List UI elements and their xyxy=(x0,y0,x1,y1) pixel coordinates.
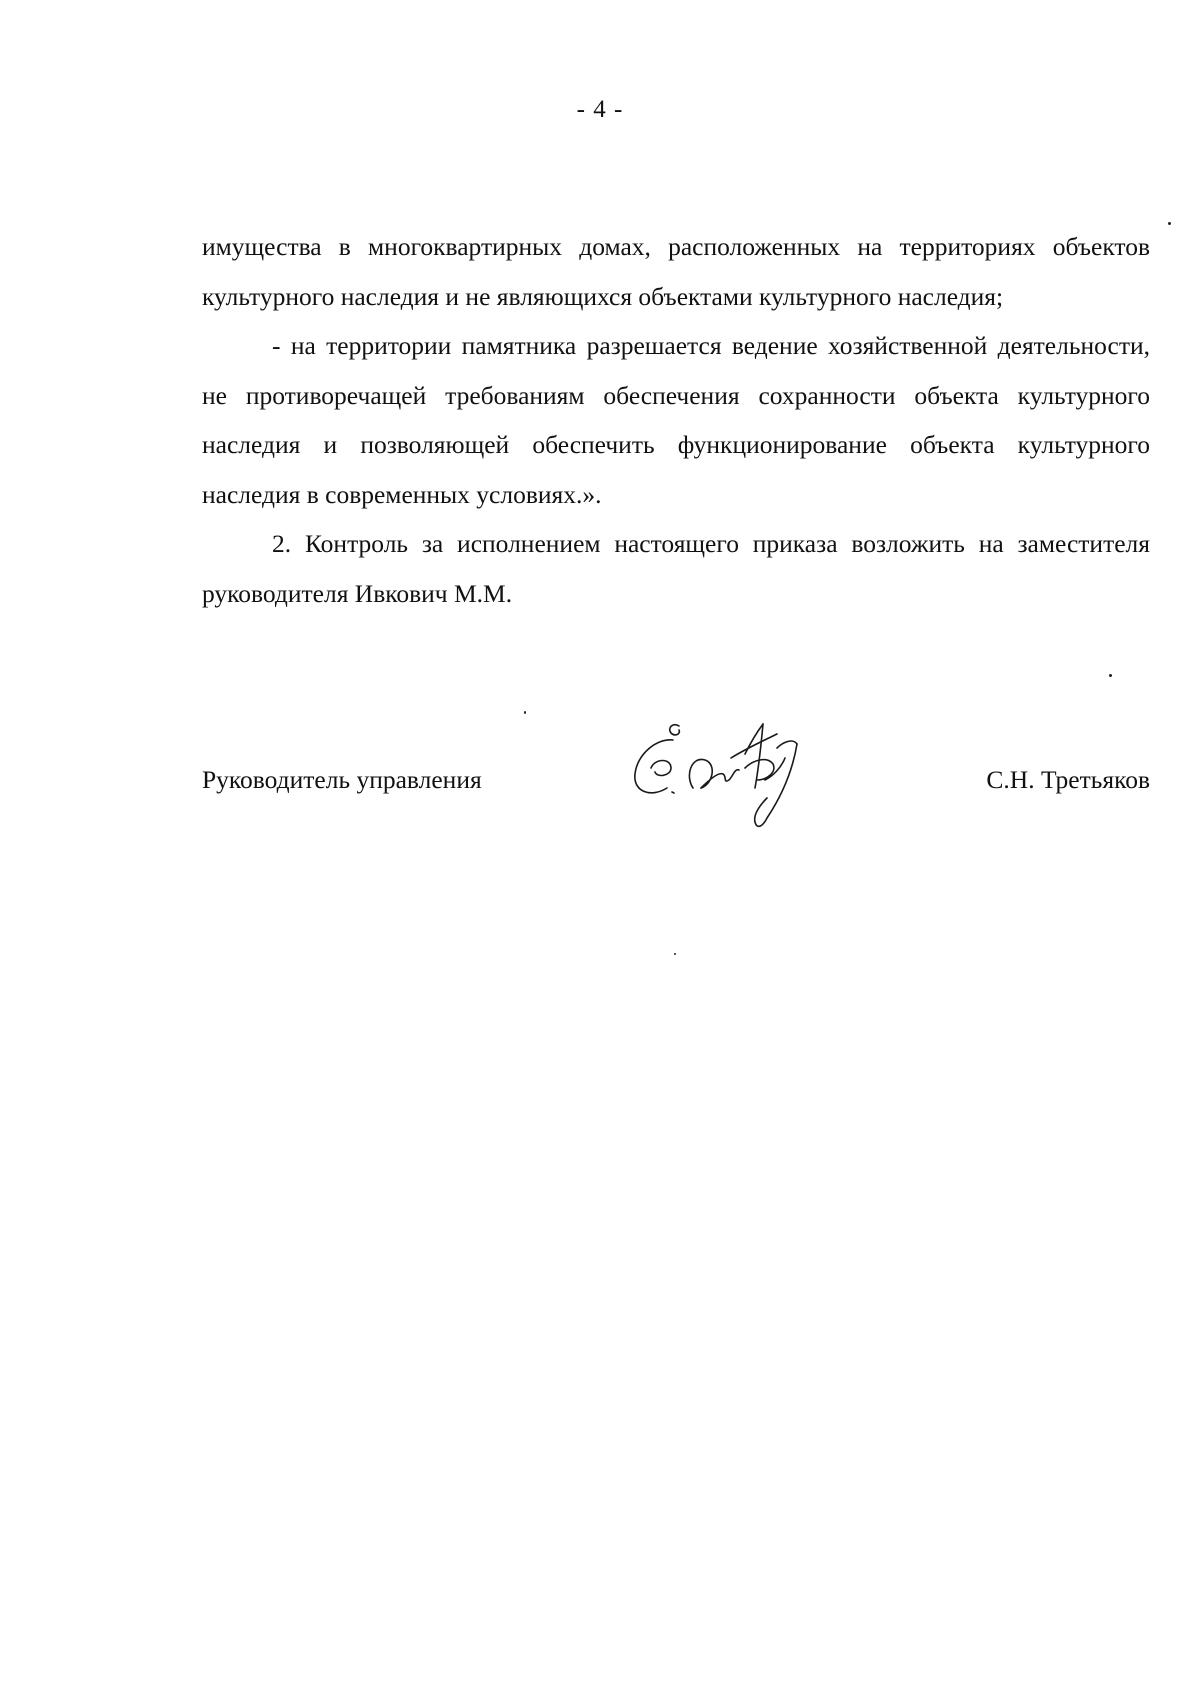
signer-name: С.Н. Третьяков xyxy=(986,765,1150,794)
scan-speck xyxy=(524,711,526,714)
paragraph-continuation: имущества в многоквартирных домах, расположенных на территориях объектов культурного наследия и не являющихся объектами культурного наследия; xyxy=(202,232,1150,311)
scan-speck xyxy=(1109,674,1112,677)
paragraph-economic-activity: - на территории памятника разрешается ведение хозяйственной деятельности, не противоречащей требованиям обеспечения сохранности объекта культурного наследия и позволяющей обеспечить функционирование объекта культурного наследия в современных условиях.». xyxy=(202,331,1150,509)
handwritten-signature-icon xyxy=(627,718,827,838)
signer-position-title: Руководитель управления xyxy=(202,765,482,794)
paragraph-control-clause: 2. Контроль за исполнением настоящего приказа возложить на заместителя руководителя Ивкович М.М. xyxy=(202,529,1150,608)
scan-speck xyxy=(1168,222,1171,225)
document-body xyxy=(202,222,1150,618)
page-number: - 4 - xyxy=(576,96,624,123)
scan-speck xyxy=(674,953,676,955)
